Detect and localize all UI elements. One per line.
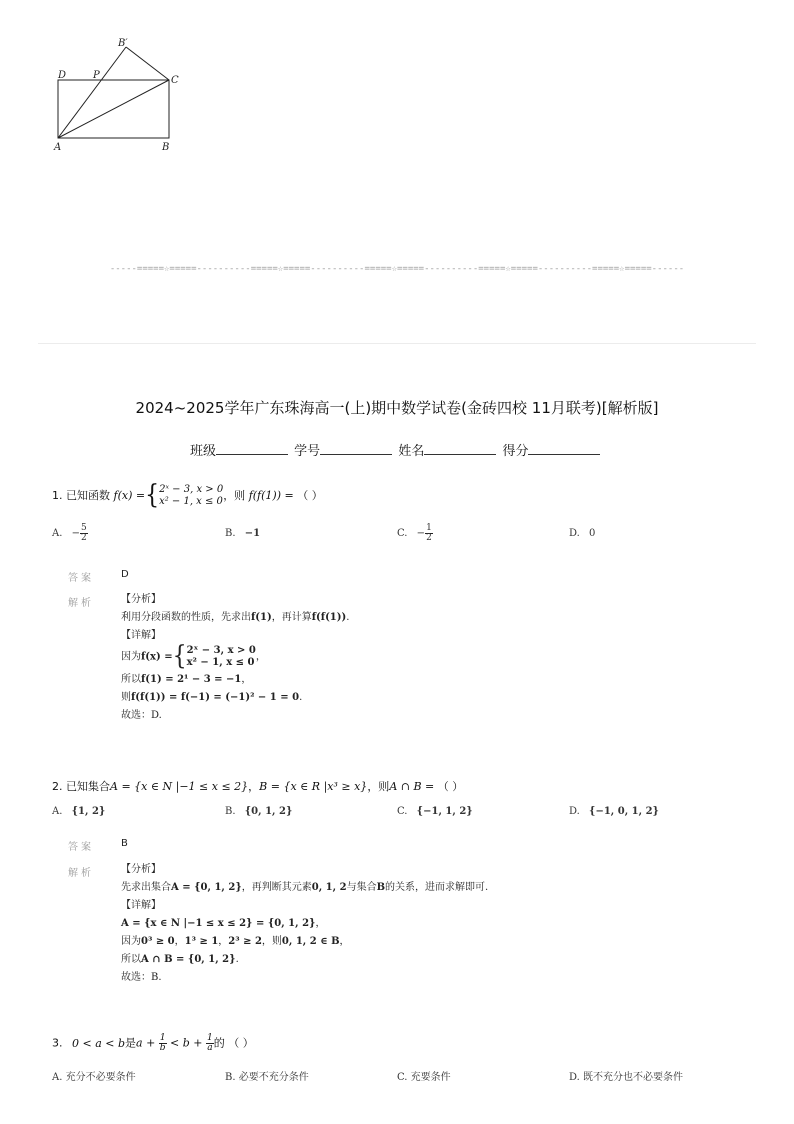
- option-letter: C.: [397, 528, 408, 539]
- math-condition: 0 < a < b: [72, 1036, 126, 1050]
- score-blank[interactable]: [528, 442, 600, 455]
- label-b-prime: B′: [118, 38, 128, 49]
- geometry-figure: [40, 30, 200, 155]
- stem-text: 是: [125, 1036, 137, 1050]
- text: ，则: [261, 936, 282, 947]
- text: ，再计算: [271, 612, 312, 623]
- text: ，: [255, 651, 266, 663]
- text: ，: [218, 936, 229, 947]
- q1-option-d[interactable]: [569, 528, 595, 539]
- denominator: 2: [80, 533, 87, 543]
- option-text: {1, 2}: [71, 806, 106, 817]
- text: ，再判断其元素: [241, 882, 312, 893]
- text: .: [299, 692, 303, 703]
- number-label: 学号: [294, 444, 321, 459]
- solution-line: [121, 609, 349, 627]
- solution-line: [121, 689, 349, 707]
- label-c: C: [171, 75, 179, 86]
- text: .: [235, 954, 239, 965]
- case-1: 2ˣ − 3, x > 0: [159, 484, 224, 495]
- math: 0³ ≥ 0: [141, 936, 175, 947]
- math: 0, 1, 2 ∈ B: [281, 936, 340, 947]
- math: A = {0, 1, 2}: [171, 882, 242, 893]
- conclusion: 故选：B.: [121, 972, 162, 983]
- q3-option-a[interactable]: [52, 1068, 136, 1083]
- denominator: b: [159, 1043, 166, 1053]
- brace: {: [145, 480, 160, 511]
- brace: {: [172, 641, 187, 672]
- option-text: 充要条件: [410, 1072, 451, 1083]
- text: ，: [339, 936, 350, 947]
- label-a: A: [54, 142, 62, 153]
- segment-b-prime-c: [126, 47, 169, 80]
- segment-ab-prime: [58, 47, 126, 138]
- option-text: {−1, 0, 1, 2}: [589, 806, 659, 817]
- denominator: 2: [426, 533, 432, 543]
- option-letter: D.: [569, 528, 580, 539]
- q3-option-c[interactable]: [397, 1068, 451, 1083]
- q2-solution: [121, 861, 488, 987]
- option-letter: D.: [569, 1072, 580, 1083]
- option-text: 必要不充分条件: [238, 1072, 309, 1083]
- name-blank[interactable]: [424, 442, 496, 455]
- piecewise-cases: [159, 484, 223, 508]
- stem-text: ，则: [367, 780, 390, 793]
- text: 利用分段函数的性质，先求出: [121, 612, 251, 623]
- page-title: 2024~2025学年广东珠海高一(上)期中数学试卷(金砖四校 11月联考)[解析版]: [135, 399, 659, 417]
- solution-line: [121, 951, 488, 969]
- answer-label: 答案: [68, 573, 94, 584]
- q2-option-c[interactable]: [397, 806, 473, 817]
- score-label: 得分: [502, 444, 529, 459]
- solution-line: [121, 641, 349, 672]
- answer-parentheses: （ ）: [297, 489, 323, 502]
- math: f(1) = 2¹ − 3 = −1: [141, 674, 242, 685]
- q2-option-d[interactable]: [569, 806, 659, 817]
- solution-line: [121, 915, 488, 933]
- answer-value: B: [121, 838, 128, 849]
- question-number: 3.: [52, 1036, 63, 1050]
- math-mid: < b +: [170, 1036, 203, 1050]
- stem-text: 的: [213, 1036, 225, 1050]
- math: A ∩ B = {0, 1, 2}: [141, 954, 236, 965]
- conclusion: 故选：D.: [121, 710, 162, 721]
- option-letter: C.: [397, 1072, 408, 1083]
- option-letter: A.: [52, 806, 63, 817]
- option-sign: −: [71, 528, 80, 539]
- segment-ac: [58, 80, 169, 138]
- option-text: {−1, 1, 2}: [416, 806, 473, 817]
- math: 0, 1, 2: [311, 882, 347, 893]
- option-letter: C.: [397, 806, 408, 817]
- math: 1³ ≥ 1: [184, 936, 219, 947]
- math-set-a: A = {x ∈ N |−1 ≤ x ≤ 2}: [110, 780, 249, 793]
- solution-line: [121, 879, 488, 897]
- math-fx: f(x) =: [113, 489, 146, 502]
- star-divider: -----=====☆=====----------=====☆=====----------=====☆=====----------=====☆=====----------=====☆=====------: [109, 264, 685, 274]
- analysis-heading: 【分析】: [121, 864, 161, 875]
- math-intersection: A ∩ B =: [389, 780, 435, 793]
- stem-text: 已知函数: [66, 489, 110, 502]
- analysis-heading: 【分析】: [121, 594, 161, 605]
- math-set-b: B = {x ∈ R |x³ ≥ x}: [259, 780, 368, 793]
- text: ，: [174, 936, 185, 947]
- question-number: 1.: [52, 489, 63, 502]
- option-text: {0, 1, 2}: [244, 806, 293, 817]
- analysis-label: 解析: [68, 868, 94, 879]
- answer-parentheses: （ ）: [228, 1036, 254, 1050]
- student-info-fields: [190, 440, 602, 459]
- class-blank[interactable]: [216, 442, 288, 455]
- text: 先求出集合: [121, 882, 171, 893]
- numerator: 5: [80, 523, 87, 533]
- option-letter: B.: [225, 806, 236, 817]
- analysis-label: 解析: [68, 598, 94, 609]
- text: ，: [241, 674, 252, 685]
- question-1-stem: [52, 480, 323, 511]
- fraction: [80, 524, 88, 543]
- text: 所以: [121, 674, 141, 685]
- question-2-stem: [52, 778, 463, 794]
- detail-heading: 【详解】: [121, 900, 161, 911]
- piecewise-cases: [187, 645, 256, 669]
- option-letter: A.: [52, 1072, 63, 1083]
- numerator: 1: [159, 1033, 166, 1043]
- name-label: 姓名: [398, 444, 425, 459]
- label-p: P: [93, 70, 100, 81]
- answer-label: 答案: [68, 842, 94, 853]
- math: B: [376, 882, 386, 893]
- solution-line: [121, 671, 349, 689]
- text: 的关系，进而求解即可.: [385, 882, 489, 893]
- numerator: 1: [426, 523, 432, 533]
- text: 与集合: [346, 882, 377, 893]
- stem-text: 已知集合: [66, 780, 110, 793]
- math-ffx: f(f(1)) =: [248, 489, 294, 502]
- question-number: 2.: [52, 780, 63, 793]
- text: 因为: [121, 651, 141, 663]
- option-sign: −: [416, 528, 426, 539]
- q1-option-a[interactable]: [52, 524, 88, 543]
- case-2: x² − 1, x ≤ 0: [186, 657, 255, 668]
- label-d: D: [58, 70, 67, 81]
- text: 则: [121, 692, 131, 703]
- math: A = {x ∈ N |−1 ≤ x ≤ 2} = {0, 1, 2}: [121, 918, 316, 929]
- q1-option-b[interactable]: [225, 528, 260, 539]
- solution-line: [121, 933, 488, 951]
- fraction: [425, 524, 433, 543]
- q3-option-d[interactable]: [569, 1068, 683, 1083]
- option-letter: B.: [225, 1072, 236, 1083]
- q2-option-a[interactable]: [52, 806, 105, 817]
- section-rule: [38, 343, 756, 344]
- fraction: [159, 1034, 167, 1053]
- q1-option-c[interactable]: [397, 524, 433, 543]
- stem-text: ，: [248, 780, 260, 793]
- option-letter: D.: [569, 806, 580, 817]
- math: f(x) =: [141, 651, 173, 663]
- class-label: 班级: [190, 444, 217, 459]
- text: 因为: [121, 936, 141, 947]
- stem-text: ，则: [223, 489, 246, 502]
- option-letter: B.: [225, 528, 236, 539]
- option-letter: A.: [52, 528, 63, 539]
- option-text: 充分不必要条件: [65, 1072, 136, 1083]
- denominator: a: [207, 1043, 213, 1053]
- option-text: 0: [589, 528, 596, 539]
- math: f(1): [251, 612, 272, 623]
- number-blank[interactable]: [320, 442, 392, 455]
- math: f(f(1)): [311, 612, 347, 623]
- case-1: 2ˣ − 3, x > 0: [186, 645, 256, 656]
- q1-solution: [121, 591, 349, 725]
- question-3-stem: [52, 1034, 254, 1053]
- math-lhs: a +: [136, 1036, 156, 1050]
- option-text: −1: [244, 528, 261, 539]
- q3-option-b[interactable]: [225, 1068, 309, 1083]
- label-b: B: [162, 142, 170, 153]
- option-text: 既不充分也不必要条件: [583, 1072, 684, 1083]
- answer-parentheses: （ ）: [437, 780, 464, 793]
- text: .: [346, 612, 350, 623]
- fraction: [206, 1034, 214, 1053]
- text: ，: [315, 918, 326, 929]
- q2-option-b[interactable]: [225, 806, 292, 817]
- math: 2³ ≥ 2: [228, 936, 262, 947]
- math: f(f(1)) = f(−1) = (−1)² − 1 = 0: [131, 692, 300, 703]
- answer-value: D: [121, 569, 129, 580]
- numerator: 1: [207, 1033, 213, 1043]
- case-2: x² − 1, x ≤ 0: [159, 496, 223, 507]
- text: 所以: [121, 954, 141, 965]
- detail-heading: 【详解】: [121, 630, 161, 641]
